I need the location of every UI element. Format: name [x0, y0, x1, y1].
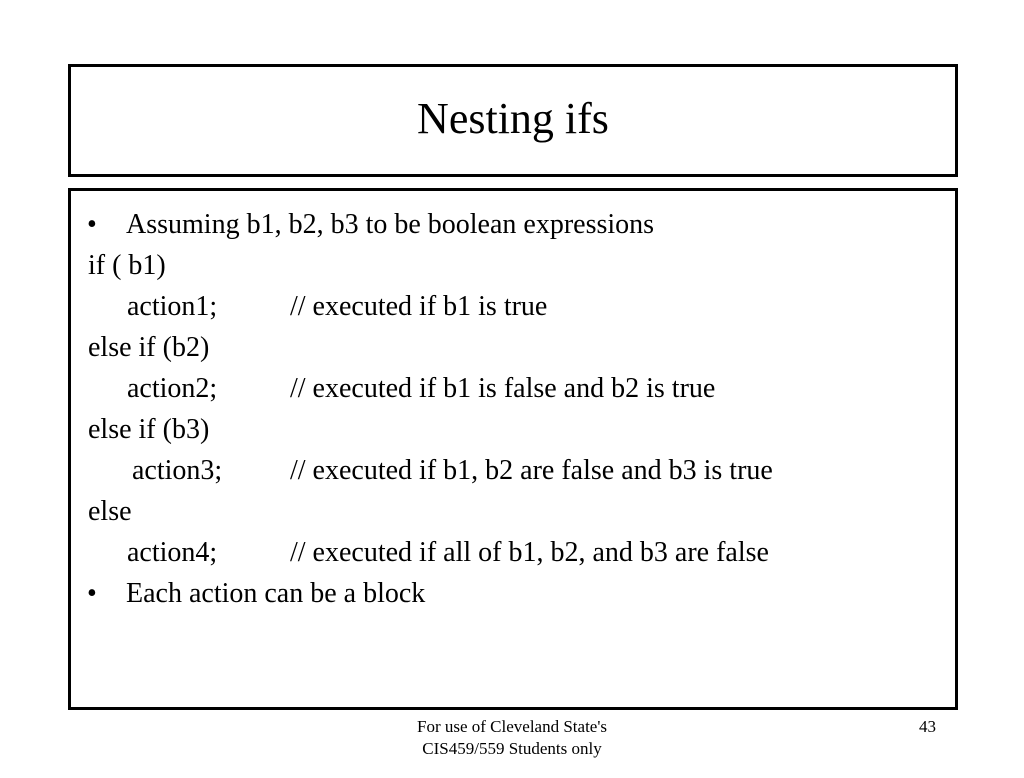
code-else-if-b2: else if (b2): [88, 332, 210, 363]
code-comment2: // executed if b1 is false and b2 is true: [290, 373, 716, 404]
code-else-line: else: [88, 496, 132, 527]
page-number: 43: [919, 717, 936, 736]
bullet-icon: •: [87, 209, 97, 240]
bullet-text-block: Each action can be a block: [126, 578, 426, 609]
code-comment4: // executed if all of b1, b2, and b3 are false: [290, 537, 769, 568]
code-action2: action2;: [127, 373, 218, 404]
code-else-if-b3: else if (b3): [88, 414, 210, 445]
code-comment3: // executed if b1, b2 are false and b3 is true: [290, 455, 773, 486]
footer-line-2: CIS459/559 Students only: [422, 739, 602, 758]
slide-body-box: [68, 188, 958, 710]
code-action1: action1;: [127, 291, 218, 322]
footer-line-1: For use of Cleveland State's: [416, 717, 608, 736]
code-comment1: // executed if b1 is true: [290, 291, 548, 322]
code-action3: action3;: [132, 455, 223, 486]
code-action4: action4;: [127, 537, 218, 568]
slide-title: Nesting ifs: [417, 93, 609, 143]
code-if-line: if ( b1): [88, 250, 166, 281]
bullet-text-assumption: Assuming b1, b2, b3 to be boolean expressions: [126, 209, 655, 240]
bullet-icon: •: [87, 578, 97, 609]
slide-title-box: [68, 64, 958, 177]
footer-notice: [362, 716, 662, 760]
